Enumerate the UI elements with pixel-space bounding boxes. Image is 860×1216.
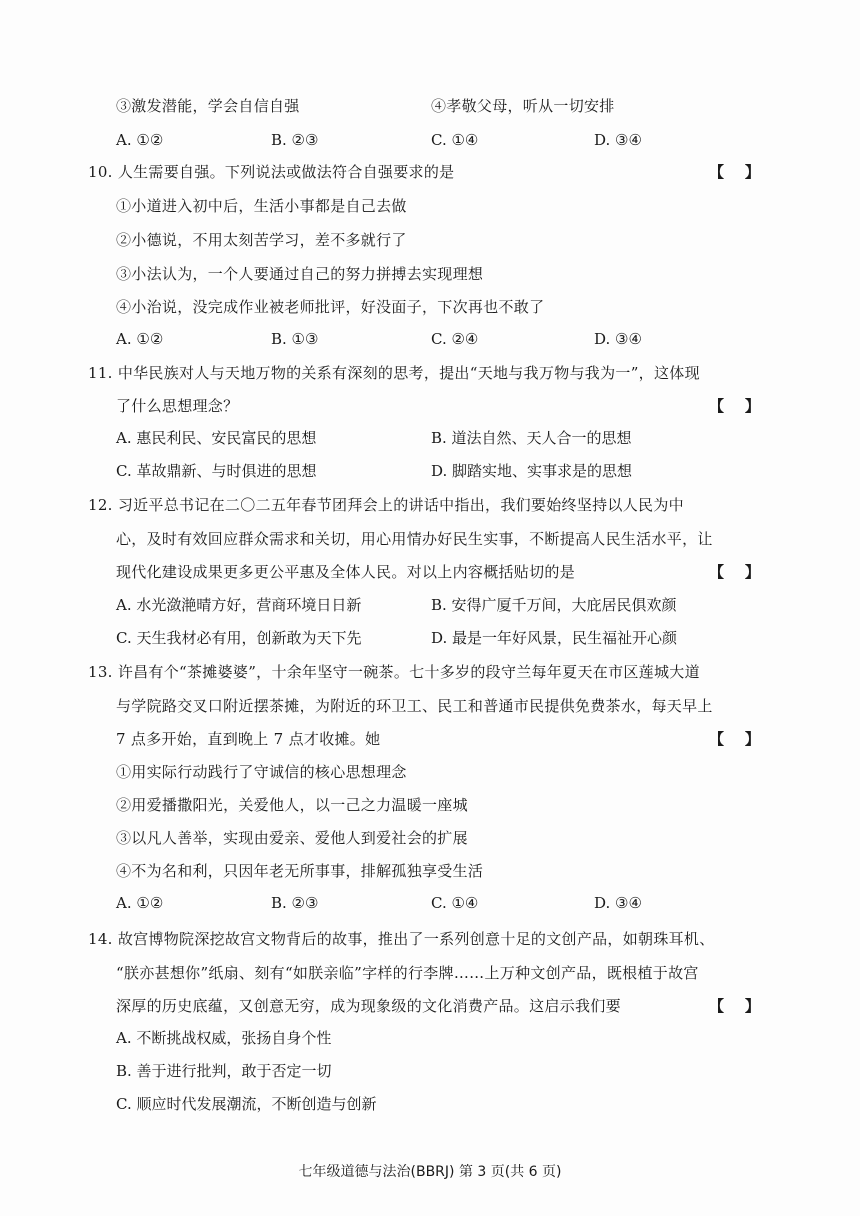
q12-stem-line-2: 心，及时有效回应群众需求和关切，用心用情办好民生实事，不断提高人民生活水平，让	[116, 530, 713, 548]
q13-item-1: ①用实际行动践行了守诚信的核心思想理念	[116, 763, 407, 781]
q10-option-d: D. ③④	[594, 330, 642, 348]
q12-option-b: B. 安得广厦千万间，大庇居民俱欢颜	[431, 596, 677, 614]
q9-item-4: ④孝敬父母，听从一切安排	[431, 97, 615, 115]
q10-item-1: ①小道进入初中后，生活小事都是自己去做	[116, 197, 407, 215]
q13-option-c: C. ①④	[431, 894, 479, 912]
q13-item-2: ②用爱播撒阳光，关爱他人，以一己之力温暖一座城	[116, 796, 468, 814]
q13-option-d: D. ③④	[594, 894, 642, 912]
q10-option-b: B. ①③	[271, 330, 319, 348]
q10-item-3: ③小法认为，一个人要通过自己的努力拼搏去实现理想	[116, 265, 484, 283]
q11-stem-line-2: 了什么思想理念？	[116, 397, 239, 415]
q12-answer-bracket: 【 】	[709, 563, 760, 581]
q12-stem-line-1: 12. 习近平总书记在二〇二五年春节团拜会上的讲话中指出，我们要始终坚持以人民为中	[88, 496, 684, 514]
q9-item-3: ③激发潜能，学会自信自强	[116, 97, 300, 115]
q11-answer-bracket: 【 】	[709, 397, 760, 415]
q14-stem-line-3: 深厚的历史底蕴，又创意无穷，成为现象级的文化消费产品。这启示我们要	[116, 997, 621, 1015]
q14-answer-bracket: 【 】	[709, 997, 760, 1015]
q10-stem: 10. 人生需要自强。下列说法或做法符合自强要求的是	[88, 163, 455, 181]
q11-option-b: B. 道法自然、天人合一的思想	[431, 429, 632, 447]
q13-option-b: B. ②③	[271, 894, 319, 912]
q12-option-a: A. 水光潋滟晴方好，营商环境日日新	[116, 596, 362, 614]
q13-item-3: ③以凡人善举，实现由爱亲、爱他人到爱社会的扩展	[116, 829, 468, 847]
q9-option-b: B. ②③	[271, 131, 319, 149]
q12-option-c: C. 天生我材必有用，创新敢为天下先	[116, 629, 362, 647]
q13-item-4: ④不为名和利，只因年老无所事事，排解孤独享受生活	[116, 862, 484, 880]
q14-stem-line-2: “朕亦甚想你”纸扇、刻有“如朕亲临”字样的行李牌……上万种文创产品，既根植于故宫	[116, 964, 699, 982]
page-footer: 七年级道德与法治(BBRJ) 第 3 页(共 6 页)	[298, 1164, 562, 1180]
q9-option-c: C. ①④	[431, 131, 479, 149]
q14-option-c: C. 顺应时代发展潮流，不断创造与创新	[116, 1095, 377, 1113]
q14-option-a: A. 不断挑战权威，张扬自身个性	[116, 1029, 332, 1047]
q13-answer-bracket: 【 】	[709, 730, 760, 748]
q10-item-4: ④小治说，没完成作业被老师批评，好没面子，下次再也不敢了	[116, 298, 545, 316]
q10-option-a: A. ①②	[116, 330, 164, 348]
q12-stem-line-3: 现代化建设成果更多更公平惠及全体人民。对以上内容概括贴切的是	[116, 563, 576, 581]
q11-stem-line-1: 11. 中华民族对人与天地万物的关系有深刻的思考，提出“天地与我万物与我为一”，这体现	[88, 364, 700, 382]
q10-option-c: C. ②④	[431, 330, 479, 348]
q9-option-a: A. ①②	[116, 131, 164, 149]
q10-item-2: ②小德说，不用太刻苦学习，差不多就行了	[116, 231, 407, 249]
q13-option-a: A. ①②	[116, 894, 164, 912]
q13-stem-line-1: 13. 许昌有个“茶摊婆婆”，十余年坚守一碗茶。七十多岁的段守兰每年夏天在市区莲城大道	[88, 663, 700, 681]
q11-option-d: D. 脚踏实地、实事求是的思想	[431, 462, 633, 480]
q9-option-d: D. ③④	[594, 131, 642, 149]
q10-answer-bracket: 【 】	[709, 163, 760, 181]
q13-stem-line-3: 7 点多开始，直到晚上 7 点才收摊。她	[116, 730, 381, 748]
q14-stem-line-1: 14. 故宫博物院深挖故宫文物背后的故事，推出了一系列创意十足的文创产品，如朝珠耳机、	[88, 930, 715, 948]
q11-option-a: A. 惠民利民、安民富民的思想	[116, 429, 317, 447]
q11-option-c: C. 革故鼎新、与时俱进的思想	[116, 462, 317, 480]
q12-option-d: D. 最是一年好风景，民生福祉开心颜	[431, 629, 678, 647]
q14-option-b: B. 善于进行批判，敢于否定一切	[116, 1062, 332, 1080]
q13-stem-line-2: 与学院路交叉口附近摆茶摊，为附近的环卫工、民工和普通市民提供免费茶水，每天早上	[116, 697, 713, 715]
